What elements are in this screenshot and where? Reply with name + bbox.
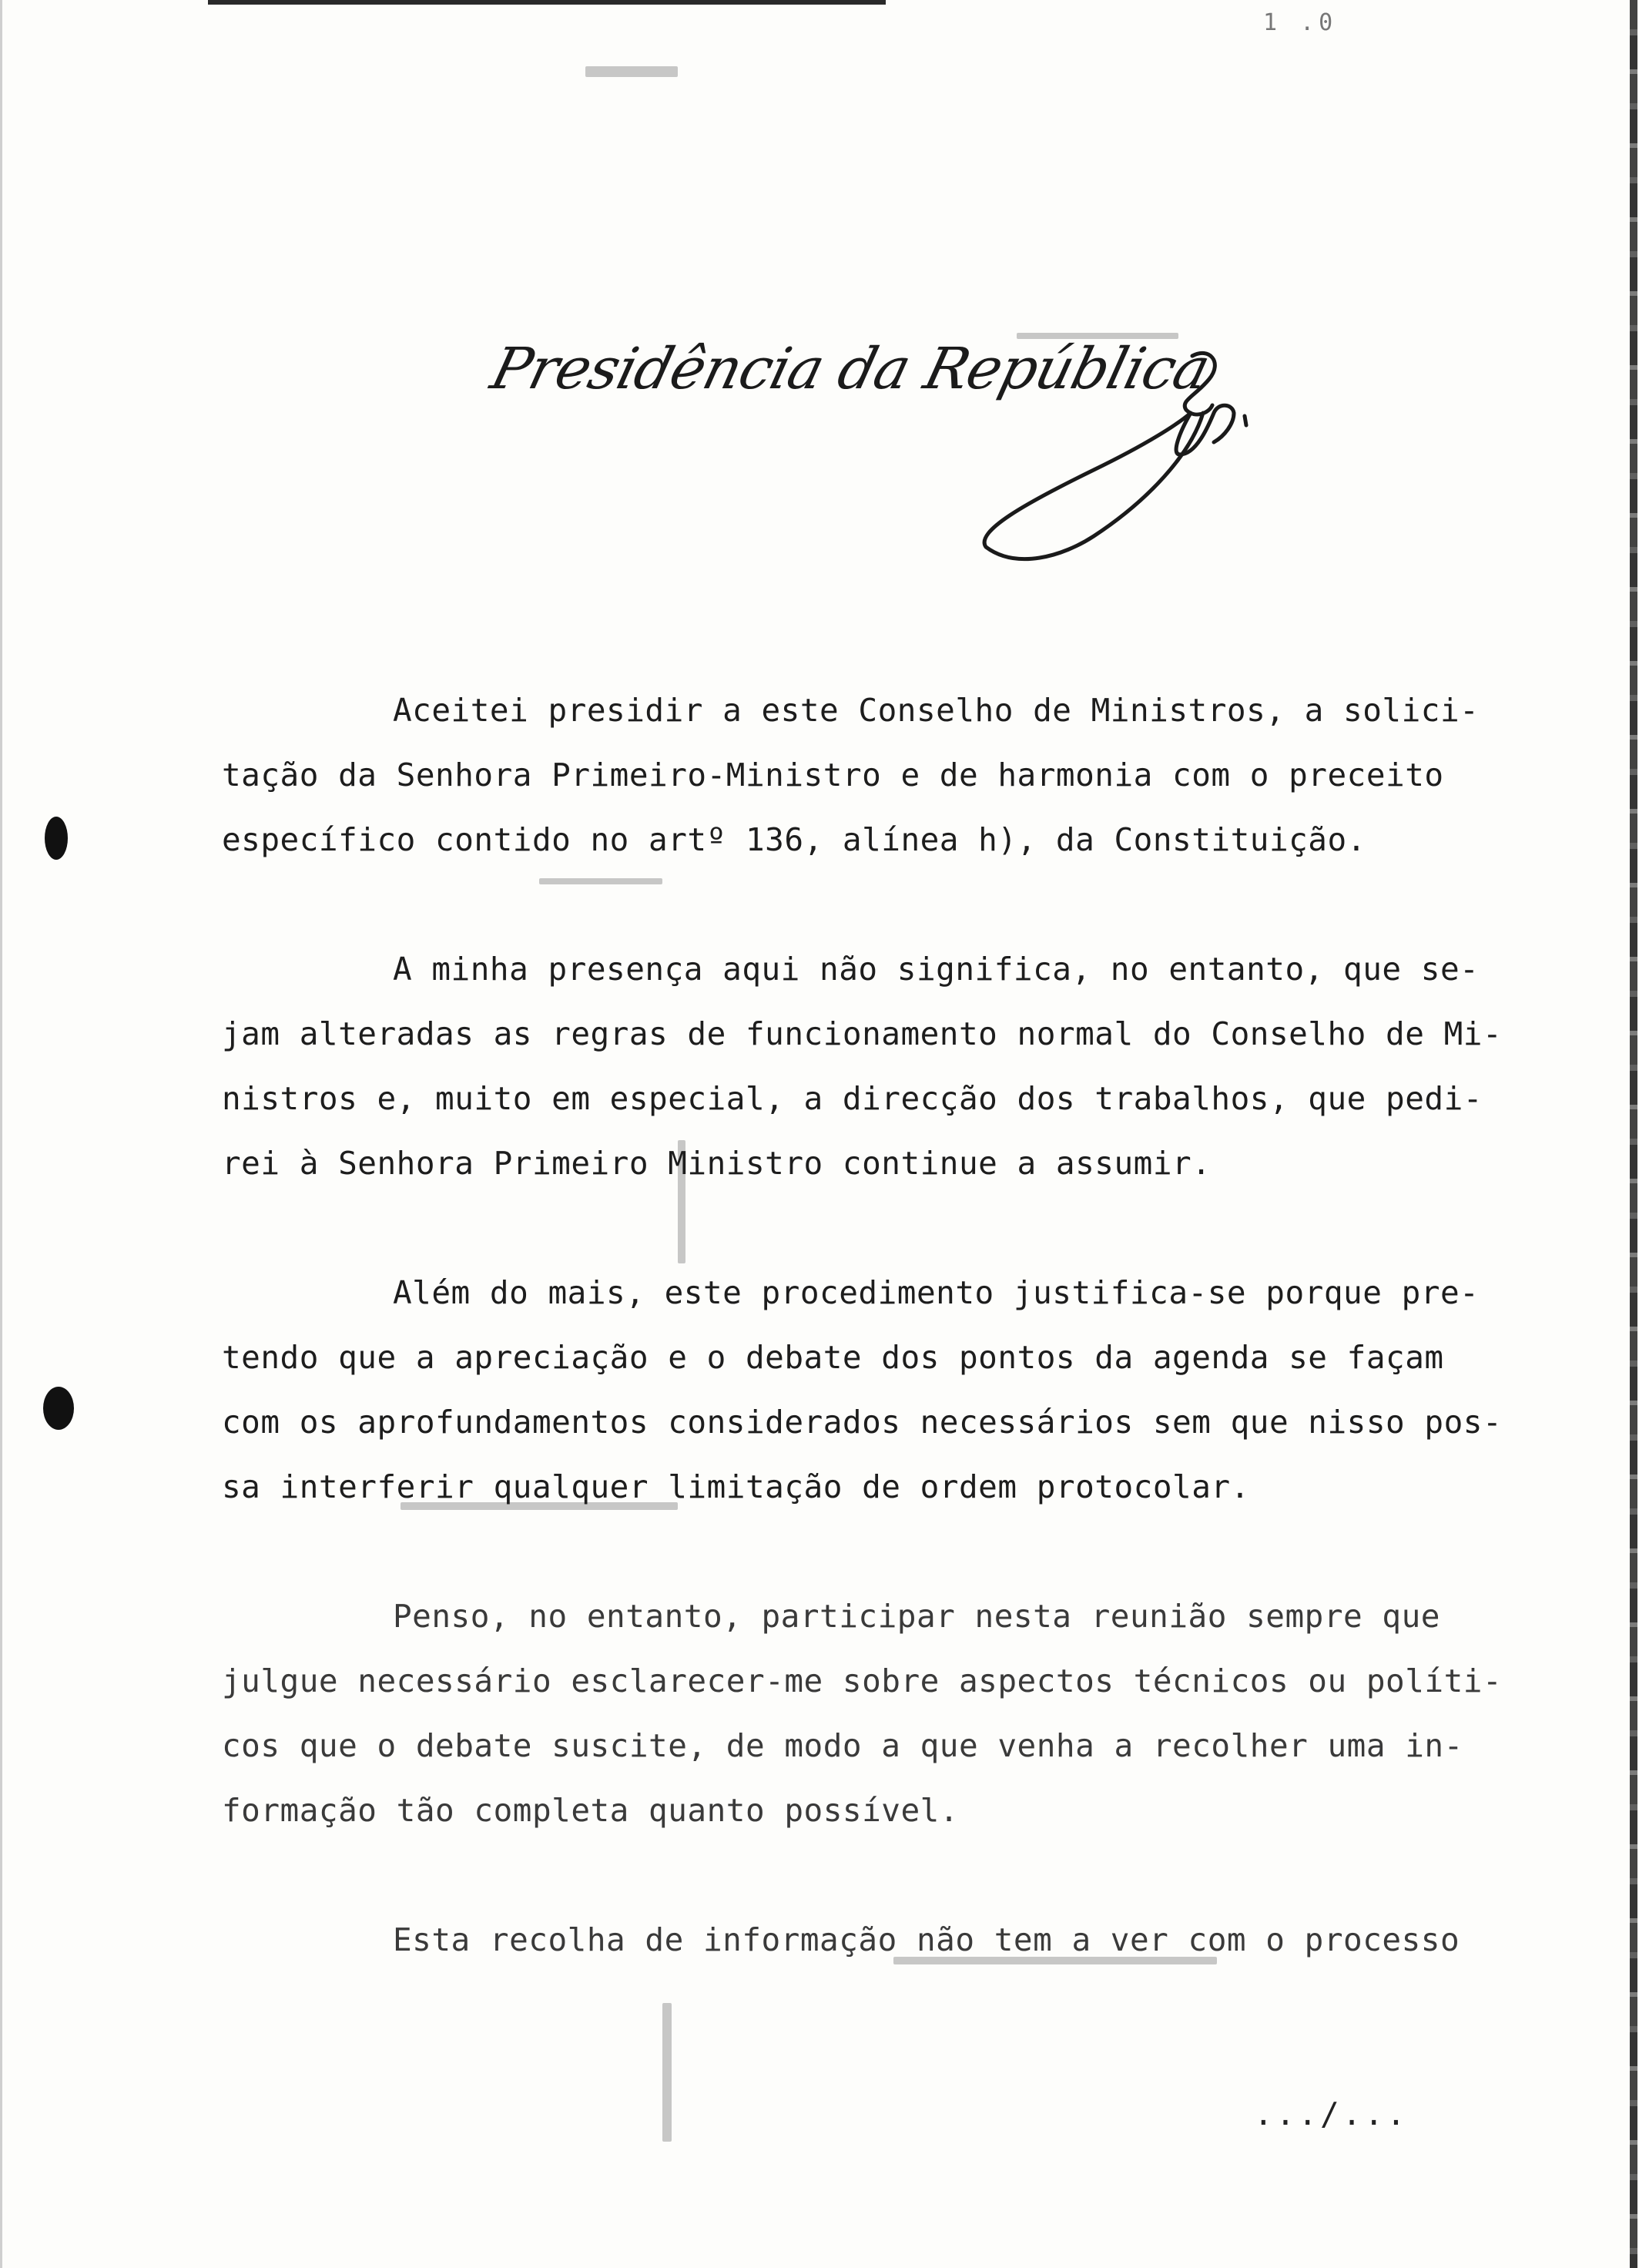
text-line: nistros e, muito em especial, a direcção dos trabalhos, que pedi- <box>222 1080 1483 1117</box>
text-line: sa interferir qualquer limitação de ordem protocolar. <box>222 1468 1250 1505</box>
paragraph <box>222 1584 1503 1843</box>
text-line: rei à Senhora Primeiro Ministro continue a assumir. <box>222 1145 1212 1182</box>
text-line: formação tão completa quanto possível. <box>222 1792 959 1829</box>
text-line: Além do mais, este procedimento justifica-se porque pre- <box>393 1274 1480 1311</box>
scan-edge-left <box>0 0 2 2268</box>
text-line: jam alteradas as regras de funcionamento normal do Conselho de Mi- <box>222 1015 1503 1052</box>
letter-body <box>222 678 1503 2037</box>
paragraph <box>222 937 1503 1196</box>
letterhead-title: Presidência da República <box>484 336 1216 402</box>
text-line: Esta recolha de informação não tem a ver com o processo <box>393 1921 1460 1958</box>
text-line: julgue necessário esclarecer-me sobre aspectos técnicos ou políti- <box>222 1662 1503 1699</box>
text-line: específico contido no artº 136, alínea h), da Constituição. <box>222 821 1366 858</box>
paragraph <box>222 678 1485 872</box>
scan-top-line <box>208 0 886 5</box>
text-line: com os aprofundamentos considerados necessários sem que nisso pos- <box>222 1404 1503 1441</box>
text-line: Aceitei presidir a este Conselho de Ministros, a solici- <box>393 692 1480 729</box>
text-line: A minha presença aqui não significa, no entanto, que se- <box>393 951 1480 988</box>
continuation-mark: .../... <box>1254 2095 1409 2132</box>
punch-hole-lower <box>43 1387 74 1430</box>
text-line: tendo que a apreciação e o debate dos pontos da agenda se façam <box>222 1339 1444 1376</box>
punch-hole-upper <box>45 817 68 860</box>
scan-edge-right <box>1630 0 1637 2268</box>
scan-speck <box>585 66 678 77</box>
paragraph <box>222 1907 1485 1972</box>
text-line: Penso, no entanto, participar nesta reunião sempre que <box>393 1598 1440 1635</box>
paragraph <box>222 1260 1503 1519</box>
handwritten-signature <box>978 339 1271 570</box>
page-marker: 1 .0 <box>1263 9 1338 36</box>
text-line: tação da Senhora Primeiro-Ministro e de harmonia com o preceito <box>222 757 1444 793</box>
text-line: cos que o debate suscite, de modo a que venha a recolher uma in- <box>222 1727 1463 1764</box>
